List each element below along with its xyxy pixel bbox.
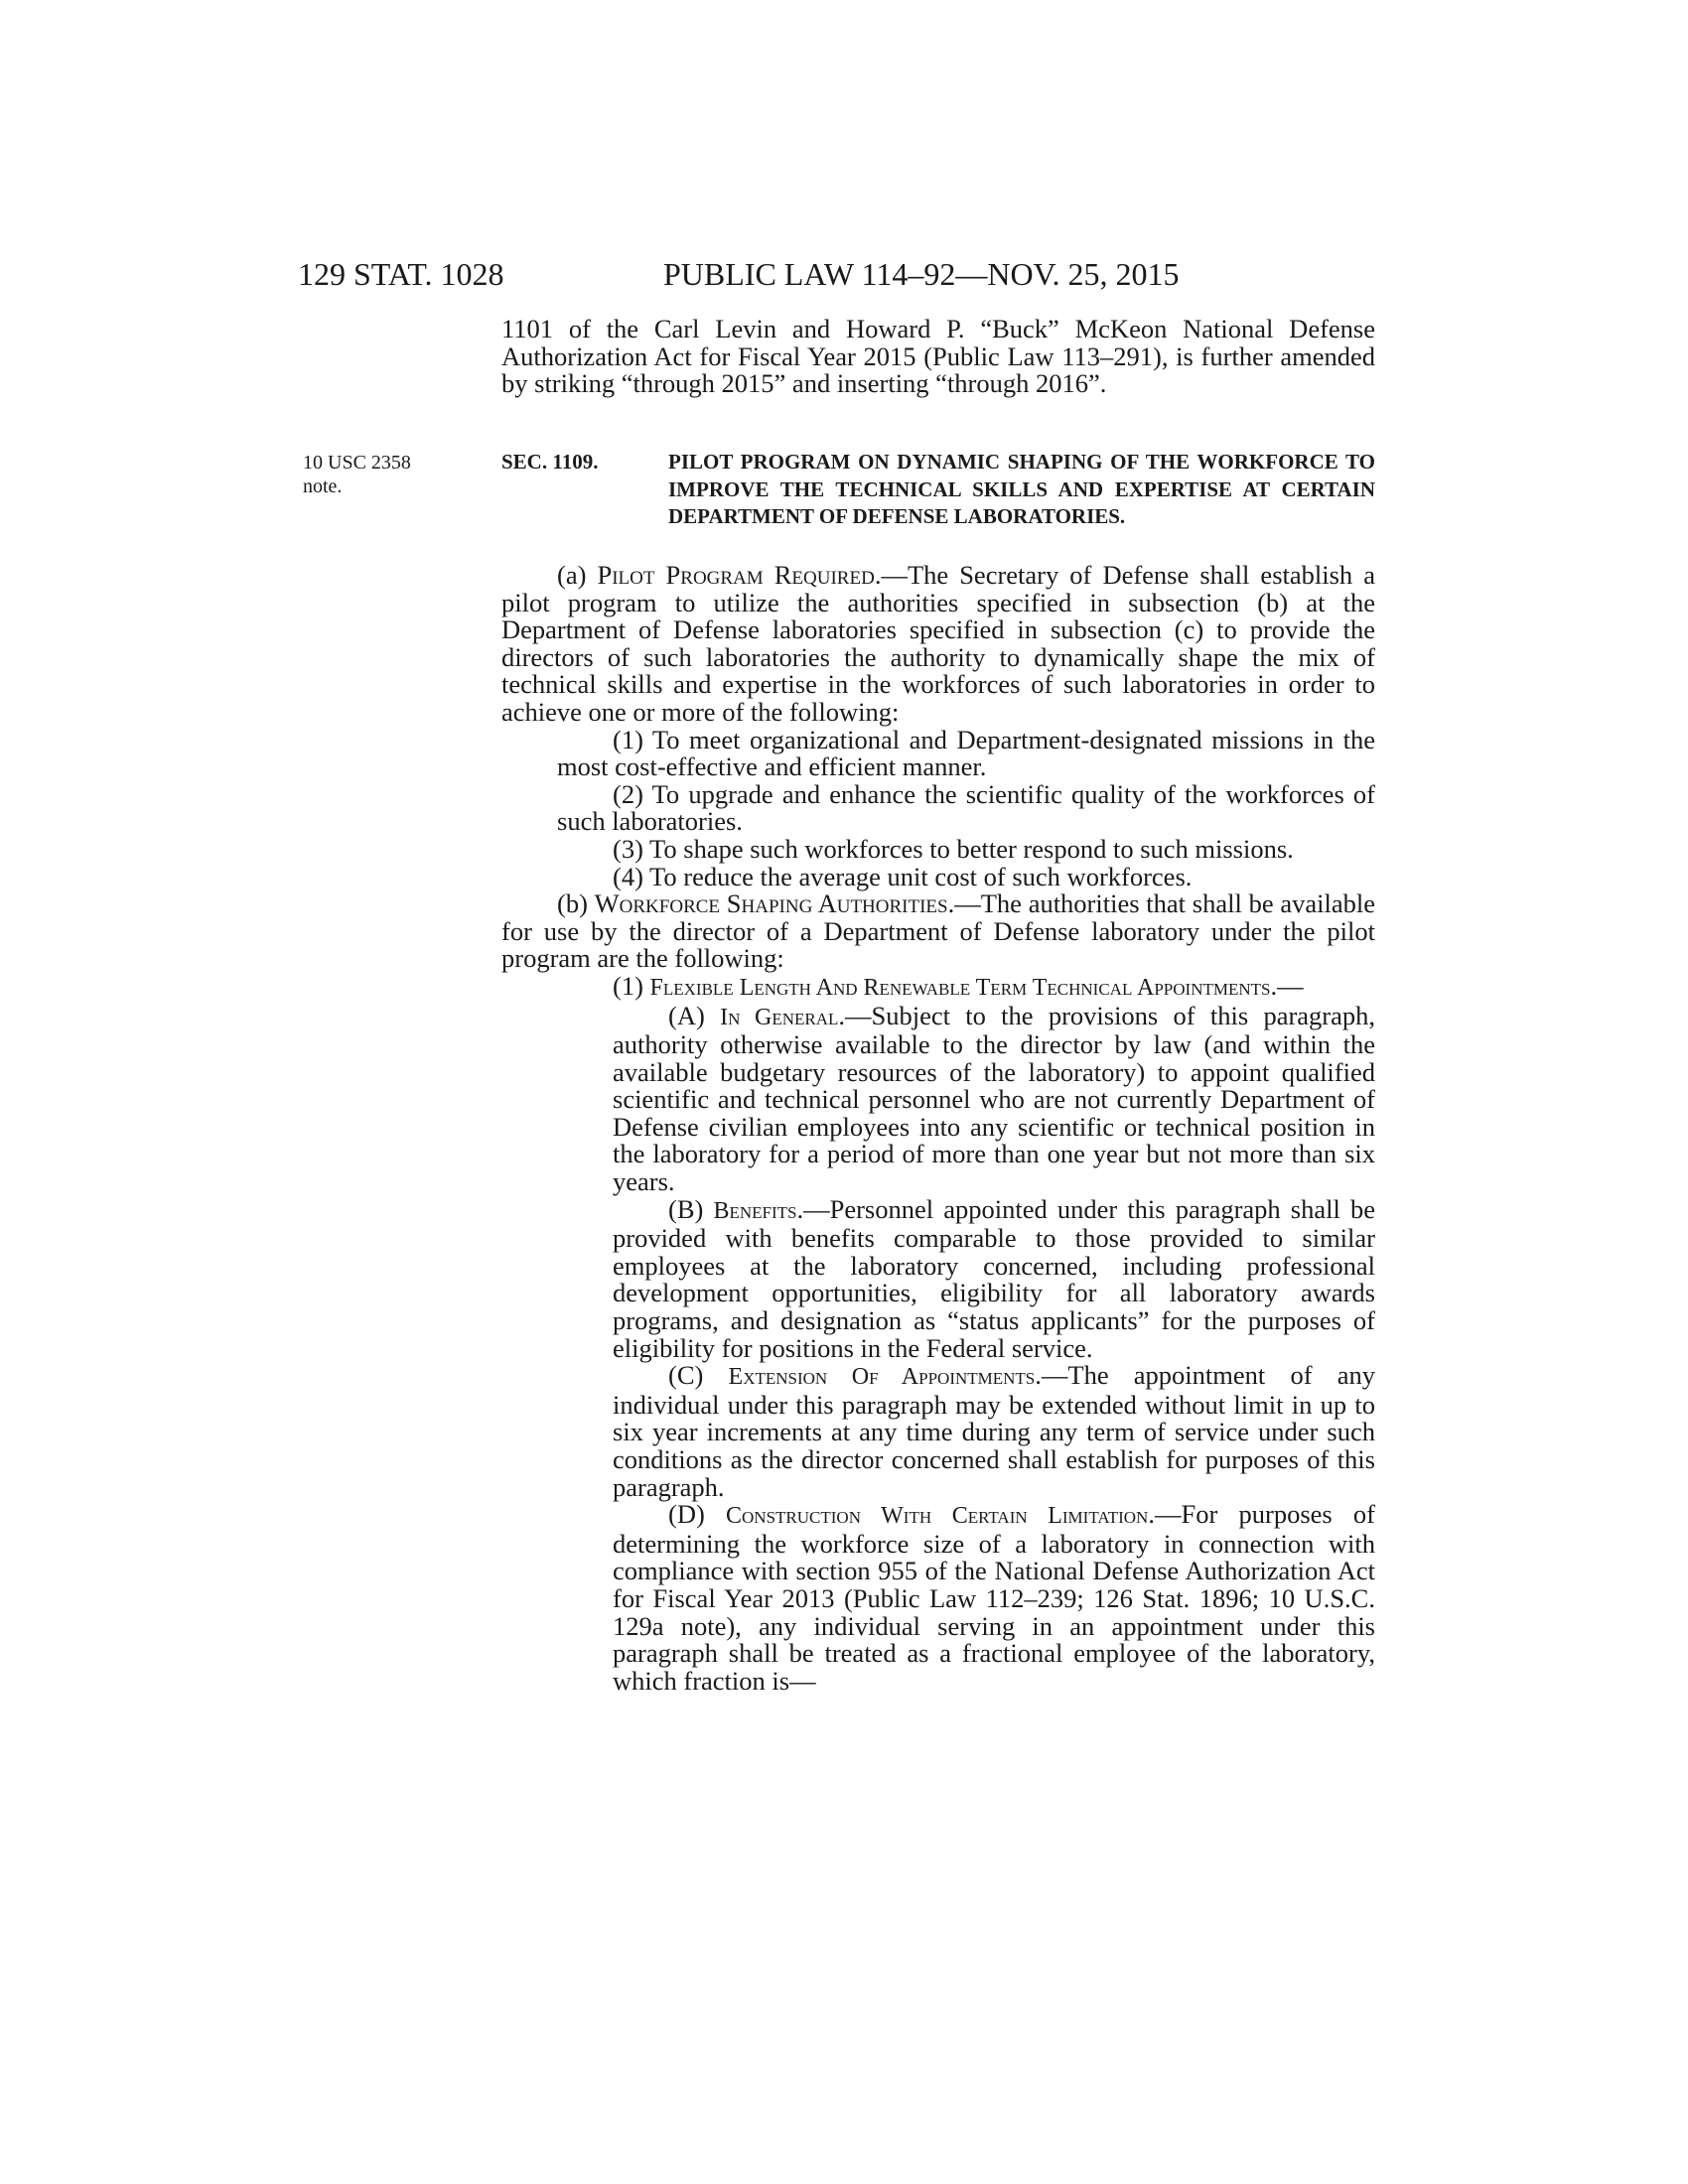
subsection-a-marker: (a): [557, 560, 598, 590]
section-body: [501, 562, 1375, 1695]
section-number: SEC. 1109.: [501, 450, 599, 474]
list-item: (2) To upgrade and enhance the scientific quality of the workforces of such laboratories.: [557, 778, 1375, 837]
subsection-a: [501, 562, 1375, 727]
paragraph-1-title: Flexible Length And Renewable Term Technical Appointments: [649, 974, 1271, 1001]
stat-page-number: 129 STAT. 1028: [298, 256, 504, 292]
subsection-a-heading: Pilot Program Required: [597, 560, 875, 590]
subsection-b: [501, 890, 1375, 973]
subparagraph-text: .—Personnel appointed under this paragraph shall be provided with benefits comparable to those provided to similar employees at the laboratory concerned, including professional development opportunities, eligibility for all laboratory awards programs, and designation as “status applicants” for the purposes of eligibility for positions in the Federal service.: [613, 1193, 1375, 1363]
subparagraph-text: .—Subject to the provisions of this paragraph, authority otherwise available to the director by law (and within the available budgetary resources of the laboratory) to appoint qualified scientific and technical personnel who are not currently Department of Defense civilian employees into any scientific or technical position in the laboratory for a period of more than one year but not more than six years.: [613, 1000, 1376, 1197]
margin-note: [303, 451, 452, 498]
subparagraph-marker: (C): [668, 1360, 729, 1391]
subparagraph-d: [501, 1501, 1375, 1695]
list-item: (3) To shape such workforces to better respond to such missions.: [613, 833, 1294, 864]
intro-text: 1101 of the Carl Levin and Howard P. “Buck” McKeon National Defense Authorization Act for Fiscal Year 2015 (Public Law 113–291), is further amended by striking “through 2015” and inserting “through 2016”.: [501, 314, 1375, 399]
paragraph-1-marker: (1): [613, 970, 650, 1001]
subparagraph-marker: (A): [668, 1000, 721, 1030]
paragraph-1-dash: .—: [1270, 970, 1304, 1001]
running-head: PUBLIC LAW 114–92—NOV. 25, 2015: [663, 256, 1180, 292]
margin-note-citation: 10 USC 2358: [303, 452, 411, 474]
subparagraph-heading: Construction With Certain Limitation: [726, 1503, 1149, 1530]
subparagraph-text: .—For purposes of determining the workforce size of a laboratory in connection with compliance with section 955 of the National Defense Authorization Act for Fiscal Year 2013 (Public Law 112–239; 126 Stat. 1896; 10 U.S.C. 129a note), any individual serving in an appointment under this paragraph shall be treated as a fractional employee of the laboratory, which fraction is—: [613, 1499, 1375, 1696]
subparagraph-a: [501, 1000, 1376, 1197]
paragraph-1-heading: [501, 970, 1375, 1003]
subparagraph-b: [501, 1193, 1375, 1363]
subsection-a-text: .—The Secretary of Defense shall establish a pilot program to utilize the authorities specified in subsection (b) at the Department of Defense laboratories specified in subsection (c) to provide the directors of such laboratories the authority to dynamically shape the mix of technical skills and expertise in the workforces of such laboratories in order to achieve one or more of the following:: [501, 560, 1375, 727]
subparagraph-marker: (D): [668, 1499, 727, 1530]
list-item: (4) To reduce the average unit cost of such workforces.: [613, 861, 1193, 891]
subsection-b-heading: Workforce Shaping Authorities: [594, 888, 948, 919]
intro-paragraph: [501, 316, 1375, 398]
subsection-b-text: .—The authorities that shall be available for use by the director of a Department of Defense laboratory under the pilot program are the following:: [501, 888, 1375, 974]
subparagraph-heading: In General: [720, 1004, 839, 1030]
section-heading: [501, 449, 1375, 531]
subparagraph-heading: Benefits: [713, 1197, 797, 1224]
subparagraph-marker: (B): [668, 1193, 714, 1224]
section-title: PILOT PROGRAM ON DYNAMIC SHAPING OF THE WORKFORCE TO IMPROVE THE TECHNICAL SKILLS AND EXPERTISE AT CERTAIN DEPARTMENT OF DEFENSE LABORATORIES.: [668, 450, 1375, 528]
margin-note-suffix: note.: [303, 476, 343, 497]
subparagraph-text: .—The appointment of any individual under this paragraph may be extended without limit in up to six year increments at any time during any term of service under such conditions as the director concerned shall establish for purposes of this paragraph.: [613, 1360, 1376, 1502]
subparagraph-c: [501, 1362, 1375, 1501]
subsection-b-marker: (b): [557, 888, 595, 919]
subparagraph-heading: Extension Of Appointments: [728, 1364, 1036, 1391]
list-item: (1) To meet organizational and Department-designated missions in the most cost-effective and efficient manner.: [557, 724, 1375, 782]
